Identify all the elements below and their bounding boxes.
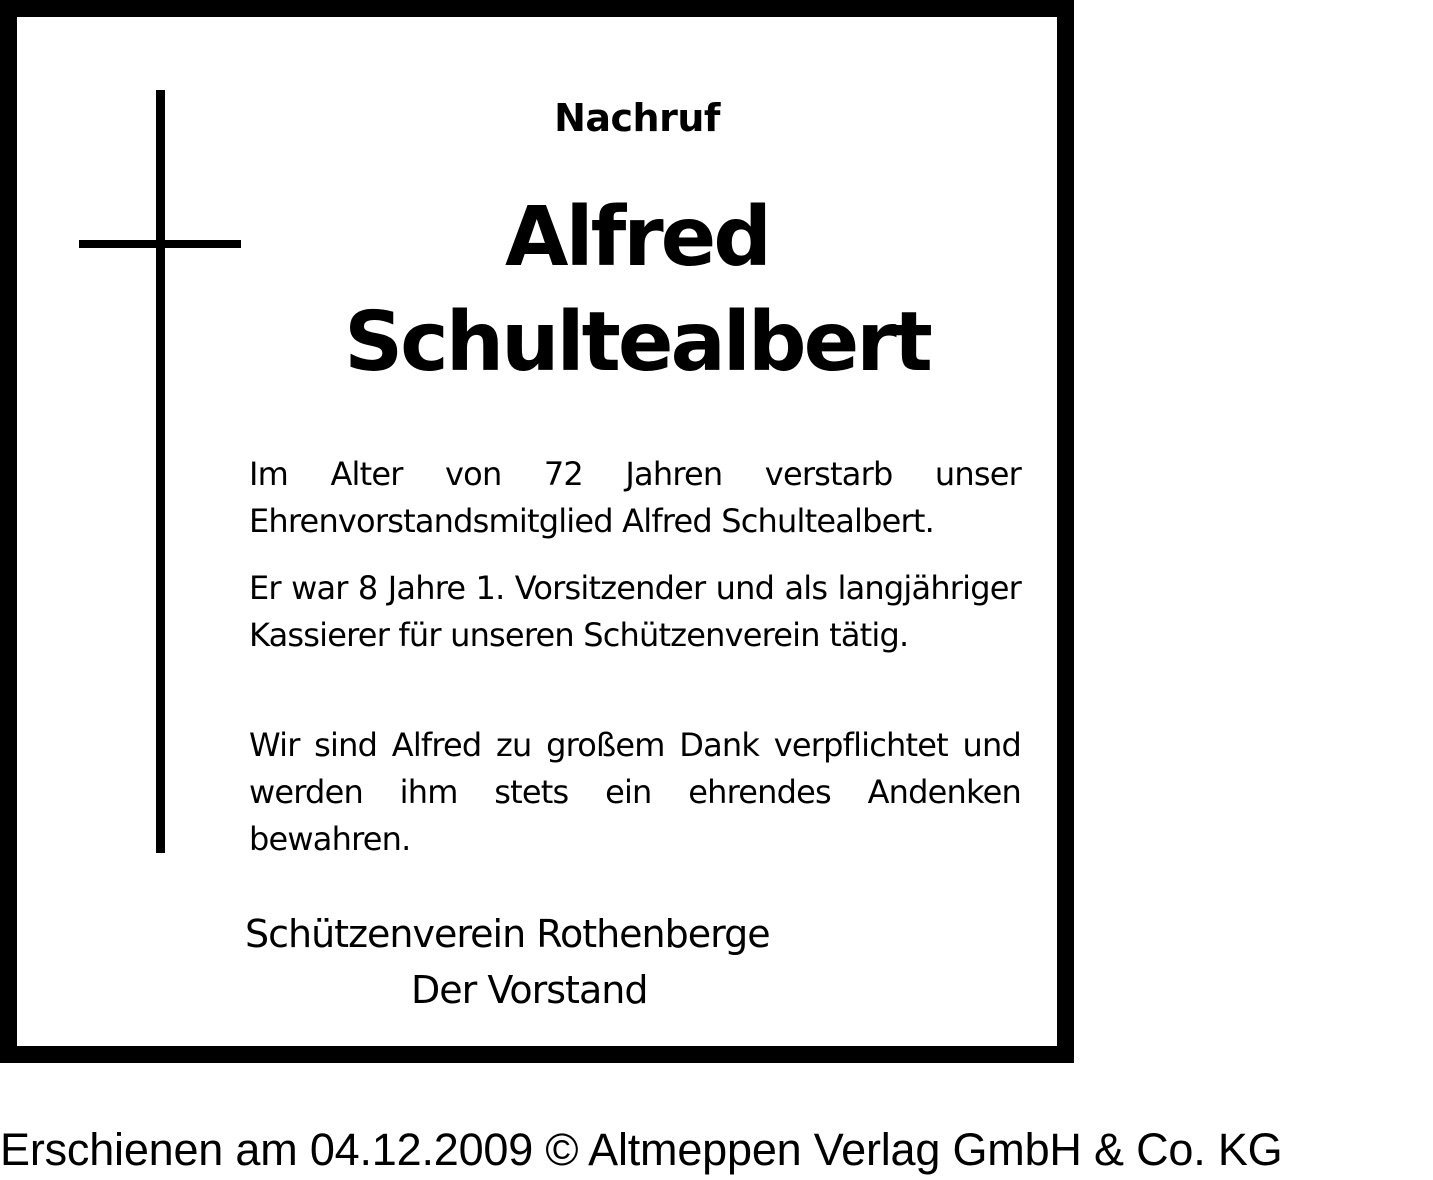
notice-paragraph: Er war 8 Jahre 1. Vorsitzender und als langjähriger Kassierer für unseren Schützenverein tätig.	[249, 569, 1021, 654]
signature-organization: Schützenverein Rothenberge	[245, 912, 770, 956]
cross-vertical-bar	[156, 90, 165, 853]
signature-board: Der Vorstand	[411, 968, 648, 1012]
deceased-last-name: Schultealbert	[344, 295, 930, 390]
notice-heading: Nachruf	[554, 96, 720, 140]
cross-horizontal-bar	[79, 240, 241, 248]
publication-footer: Erschienen am 04.12.2009 © Altmeppen Verlag GmbH & Co. KG	[0, 1124, 1283, 1175]
notice-paragraph: Wir sind Alfred zu großem Dank verpflichtet und werden ihm stets ein ehrendes Andenken bewahren.	[249, 726, 1021, 858]
deceased-first-name: Alfred	[505, 190, 769, 285]
signature-block	[245, 906, 865, 1018]
notice-paragraph: Im Alter von 72 Jahren verstarb unser Ehrenvorstandsmitglied Alfred Schultealbert.	[249, 455, 1021, 540]
